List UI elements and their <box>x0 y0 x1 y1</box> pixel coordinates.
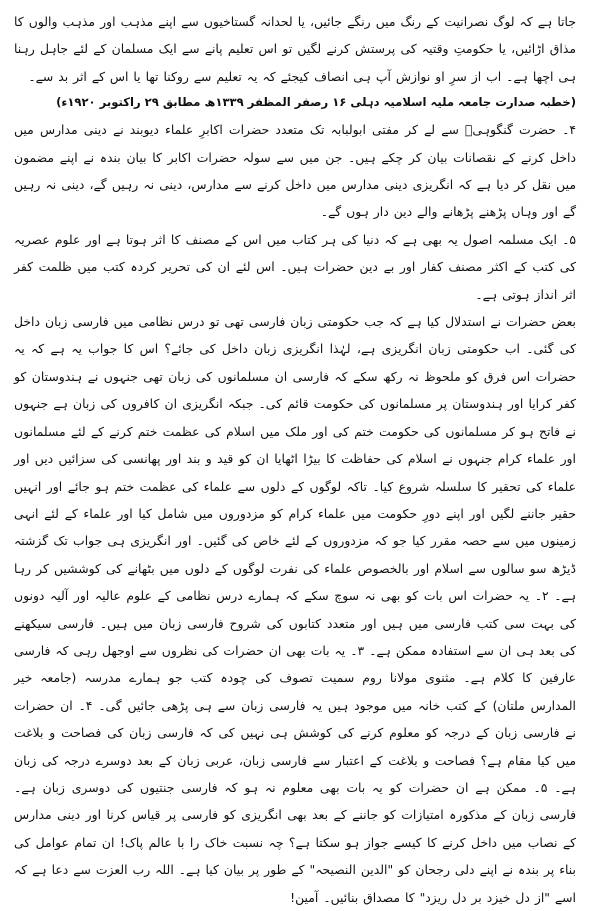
paragraph-point-4: ۴۔ حضرت گنگوہیؒ سے لے کر مفتی ابولبابہ تک متعدد حضرات اکابرِ علماء دیوبند نے دینی مدارس میں داخل کرنے کے نقصانات بیان کر چکے ہیں۔ جن میں سے سولہ حضرات اکابر کا بیان بندہ نے اپنے مضمون میں نقل کر دیا ہے کہ انگریزی دینی مدارس میں داخل کرنے سے مدارس، دینی نہ رہیں گے، دینی نہ رہیں گے اور وہاں پڑھنے پڑھانے والے دین دار ہوں گے۔ <box>14 122 576 220</box>
paragraph-intro: جاتا ہے کہ لوگ نصرانیت کے رنگ میں رنگے جائیں، یا لحدانہ گستاخیوں سے اپنے مذہب اور مذہب والوں کا مذاق اڑائیں، یا حکومتِ وقتیہ کی پرستش کرنے لگیں تو اس تعلیم پانے سے ایک مسلمان کے لئے جاہل رہنا ہی اچھا ہے۔ اب از سرِ او نوازش آپ ہی انصاف کیجئے کہ یہ تعلیم سے روکنا تھا یا اس کے اثر بد سے۔ <box>14 14 576 84</box>
citation-line: (خطبہ صدارت جامعہ ملیہ اسلامیہ دہلی ۱۶ رصفر المظفر ۱۳۳۹ھ مطابق ۲۹ راکتوبر ۱۹۲۰ء) <box>56 95 576 110</box>
paragraph-point-5: ۵۔ ایک مسلمہ اصول یہ بھی ہے کہ دنیا کی ہر کتاب میں اس کے مصنف کا اثر ہوتا ہے اور علوم عصریہ کی کتب کے اکثر مصنف کفار اور بے دین حضرات ہیں۔ اس لئے ان کی تحریر کردہ کتب میں ظلمت کفر اثر انداز ہوتی ہے۔ <box>14 231 576 302</box>
paragraph-persian-argument: بعض حضرات نے استدلال کیا ہے کہ جب حکومتی زبان فارسی تھی تو درس نظامی میں فارسی زبان داخل کی گئی۔ اب حکومتی زبان انگریزی ہے، لہٰذا انگریزی زبان داخل کی جائے؟ اس کا جواب یہ ہے کہ یہ حضرات اس فرق کو ملحوظ نہ رکھ سکے کہ فارسی ان مسلمانوں کی زبان تھی جنہوں نے ہندوستان کو کفر کرایا اور ہندوستان پر مسلمانوں کی حکومت قائم کی۔ جبکہ انگریزی ان کافروں کی زبان ہے جنہوں نے فاتح ہو کر مسلمانوں کی حکومت ختم کی اور ملک میں اسلام کی عظمت ختم کرنے کے لئے مسلمانوں اور علماء کرام جنہوں نے اسلام کی حفاظت کا بیڑا اٹھایا ان کو قید و بند اور پھانسی کی سزائیں دیں اور علماء کی تحقیر کا سلسلہ شروع کیا۔ تاکہ لوگوں کے دلوں سے علماء کی عظمت ختم ہو جائے اور انہیں حقیر جاننے لگیں اور اپنے دورِ حکومت میں علماء کرام کو مزدوروں میں شامل کیا اور علماء کے لئے انہی زمینوں میں سے حصہ مقرر کیا جو کہ مزدوروں کے لئے خاص کی گئیں۔ اور انگریزی ہی جواب تک گزشتہ ڈیڑھ سو سالوں سے اسلام اور بالخصوص علماء کی نفرت لوگوں کے دلوں میں بٹھانے کی کوششیں کر رہا ہے۔ ۲۔ یہ حضرات اس بات کو بھی نہ سوچ سکے کہ ہمارے درس نظامی کے علوم عالیہ اور آلیہ دونوں کی بہت سی کتب فارسی میں ہیں اور متعدد کتابوں کی شروح فارسی زبان میں ہیں۔ فارسی سیکھنے کی بعد ہی ان سے استفادہ ممکن ہے۔ ۳۔ یہ بات بھی ان حضرات کی نظروں سے اوجھل رہی کہ فارسی عارفین کا کلام ہے۔ مثنوی مولانا روم سمیت تصوف کی چودہ کتب جو ہمارے مدرسہ (جامعہ خیر المدارس ملتان) کے کتب خانہ میں موجود ہیں یہ فارسی زبان سے ہی پڑھی جائیں گی۔ ۴۔ ان حضرات نے فارسی زبان کے درجہ کو معلوم کرنے کی کوشش ہی نہیں کی کہ فارسی زبان کی فصاحت و بلاغت میں کیا مقام ہے؟ فصاحت و بلاغت کے اعتبار سے فارسی زبان، عربی زبان کے بعد دوسرے درجہ کی زبان ہے۔ ۵۔ ممکن ہے ان حضرات کو یہ بات بھی معلوم نہ ہو کہ فارسی جنتیوں کی دوسری زبان ہے۔ فارسی زبان کے مذکورہ امتیازات کو جاننے کے بعد بھی انگریزی کو فارسی پر قیاس کرنا اور دینی مدارس کے نصاب میں داخل کرنے کا کیسے جواز ہو سکتا ہے؟ چہ نسبت خاک را با عالم پاک! ان تمام عوامل کی بناء پر بندہ نے اپنے دلی رجحان کو "الدین النصیحہ" کے طور پر بیان کیا ہے۔ اللہ رب العزت سے دعا ہے کہ اسے "از دل خیزد بر دل ریزد" کا مصداق بنائیں۔ آمین! <box>14 314 577 905</box>
